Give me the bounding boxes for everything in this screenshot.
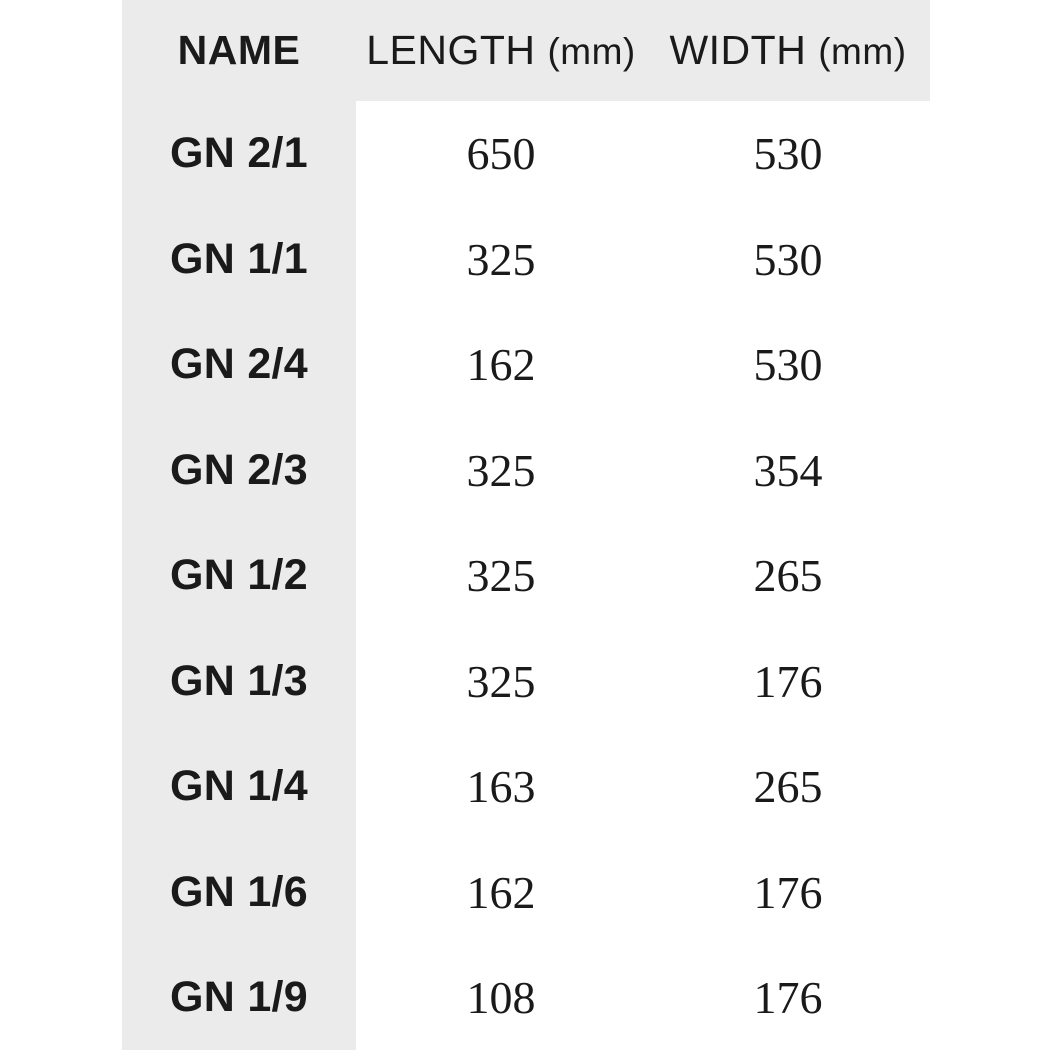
cell-length: 162 [466,339,536,391]
column-header-width-unit: (mm) [818,31,907,72]
cell-name: GN 2/3 [169,445,309,494]
table-row [122,207,930,313]
cell-name: GN 1/6 [169,867,309,916]
cell-length: 325 [466,444,536,496]
cell-length: 325 [466,655,536,707]
table-row [122,734,930,840]
cell-length: 163 [466,761,536,813]
table-body [122,101,930,1051]
cell-width: 530 [753,128,823,180]
table-header-row [122,0,930,101]
table-row [122,840,930,946]
cell-width: 176 [753,655,823,707]
cell-length: 162 [466,866,536,918]
cell-width: 530 [753,339,823,391]
table-row [122,945,930,1051]
table-row [122,629,930,735]
cell-width: 176 [753,972,823,1024]
cell-width: 265 [753,550,823,602]
cell-length: 108 [466,972,536,1024]
cell-name: GN 2/4 [169,340,309,389]
cell-name: GN 1/1 [169,234,309,283]
cell-width: 176 [753,866,823,918]
cell-length: 650 [466,128,536,180]
cell-name: GN 1/2 [169,551,309,600]
cell-name: GN 1/3 [169,656,309,705]
table-header [122,0,930,101]
column-header-length [356,0,646,101]
column-header-width-label: WIDTH [669,27,807,73]
cell-width: 265 [753,761,823,813]
table-row [122,312,930,418]
table-row [122,101,930,207]
cell-width: 530 [753,233,823,285]
column-header-width [646,0,930,101]
table-row [122,523,930,629]
gastronorm-size-table [122,0,930,1051]
cell-length: 325 [466,550,536,602]
cell-name: GN 2/1 [169,129,309,178]
cell-length: 325 [466,233,536,285]
cell-width: 354 [753,444,823,496]
column-header-length-unit: (mm) [547,31,636,72]
cell-name: GN 1/9 [169,973,309,1022]
column-header-length-label: LENGTH [366,27,536,73]
column-header-name: NAME [177,27,301,73]
cell-name: GN 1/4 [169,762,309,811]
table-row [122,418,930,524]
